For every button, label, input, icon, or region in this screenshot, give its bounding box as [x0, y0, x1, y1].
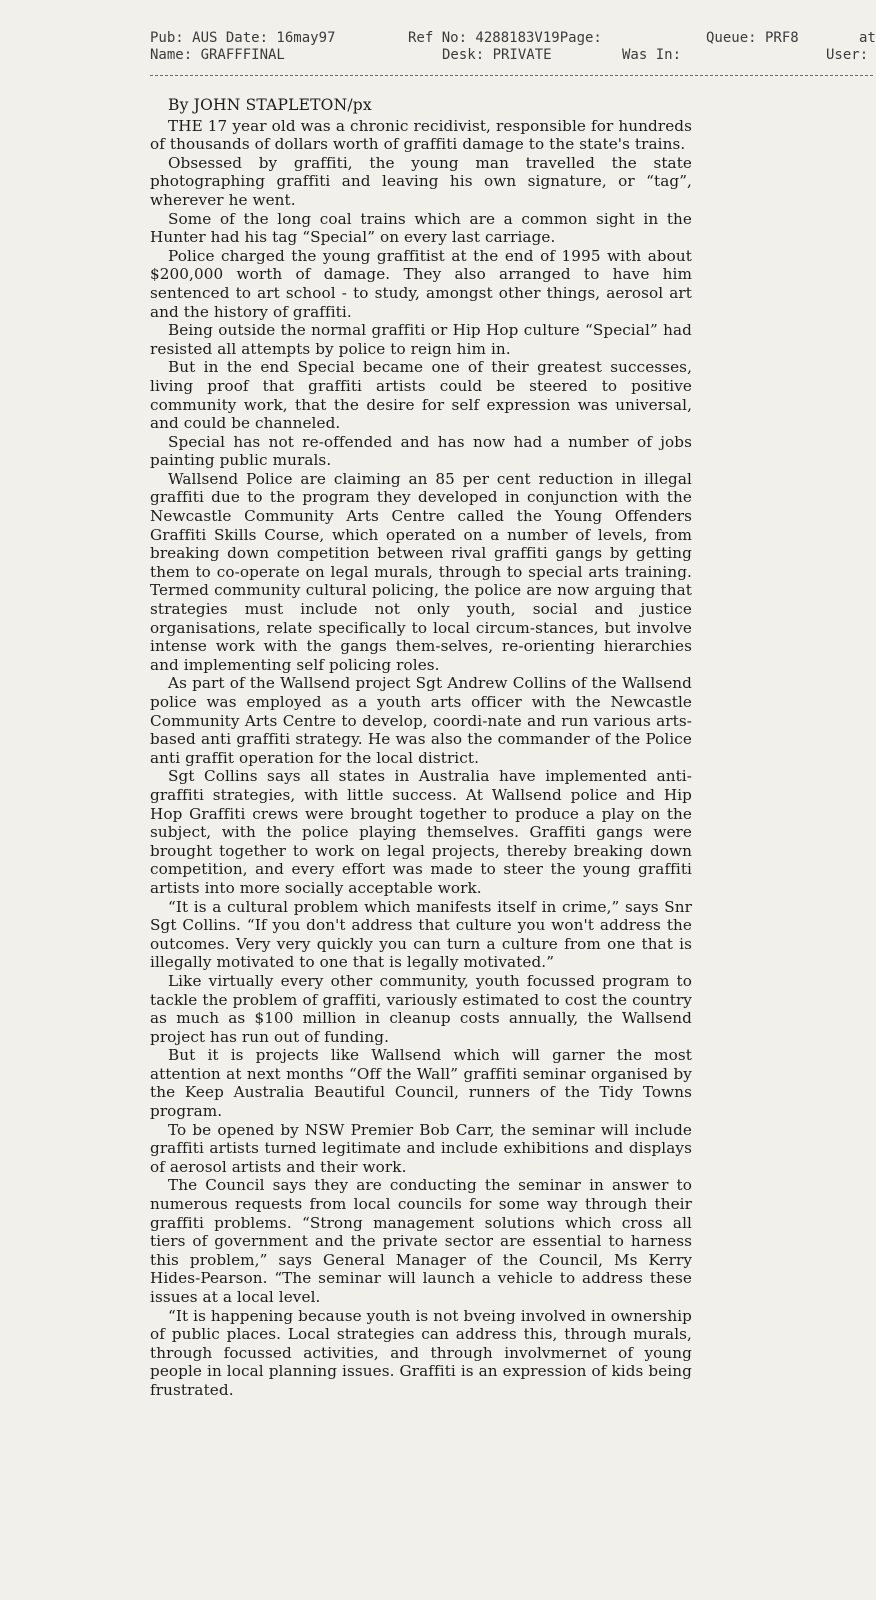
header-row-2: [150, 47, 873, 64]
header-row-1: [150, 30, 876, 47]
paragraph: “It is a cultural problem which manifests itself in crime,” says Snr Sgt Collins. “If you don't address that culture you won't address the outcomes. Very very quickly you can turn a culture from one that is illegally motivated to one that is legally motivated.”: [150, 897, 692, 972]
paragraph: Police charged the young graffitist at the end of 1995 with about $200,000 worth of damage. They also arranged to have him sentenced to art school - to study, amongst other things, aerosol art and the history of graffiti.: [150, 246, 692, 321]
article-body: [150, 96, 692, 1400]
paragraph: The Council says they are conducting the seminar in answer to numerous requests from local councils for some way through their graffiti problems. “Strong management solutions which cross all tiers of government and the private sector are essential to harness this problem,” says General Manager of the Council, Ms Kerry Hides-Pearson. “The seminar will launch a vehicle to address these issues at a local level.: [150, 1176, 692, 1306]
paragraph: To be opened by NSW Premier Bob Carr, the seminar will include graffiti artists turned legitimate and include exhibitions and displays of aerosol artists and their work.: [150, 1120, 692, 1176]
paragraph: As part of the Wallsend project Sgt Andrew Collins of the Wallsend police was employed as a youth arts officer with the Newcastle Community Arts Centre to develop, coordi-nate and run various arts-based anti graffiti strategy. He was also the commander of the Police anti graffit operation for the local district.: [150, 674, 692, 767]
story-name: Name: GRAFFFINAL: [150, 47, 285, 63]
queue-at: at: [859, 30, 876, 46]
was-in: Was In:: [622, 47, 682, 63]
paragraph: But in the end Special became one of their greatest successes, living proof that graffiti artists could be steered to positive community work, that the desire for self expression was universal, and could be channeled.: [150, 358, 692, 433]
queue: Queue: PRF8: [706, 30, 799, 46]
paragraph: Like virtually every other community, youth focussed program to tackle the problem of graffiti, variously estimated to cost the country as much as $100 million in cleanup costs annually, the Wallsend project has run out of funding.: [150, 971, 692, 1046]
paragraph: Some of the long coal trains which are a common sight in the Hunter had his tag “Special” on every last carriage.: [150, 209, 692, 247]
user: User:: [826, 47, 869, 63]
paragraph: Sgt Collins says all states in Australia have implemented anti-graffiti strategies, with little success. At Wallsend police and Hip Hop Graffiti crews were brought together to produce a play on the subject, with the police playing themselves. Graffiti gangs were brought together to work on legal projects, thereby breaking down competition, and every effort was made to steer the young graffiti artists into more socially acceptable work.: [150, 767, 692, 897]
paragraph: Being outside the normal graffiti or Hip Hop culture “Special” had resisted all attempts by police to reign him in.: [150, 321, 692, 358]
byline: By JOHN STAPLETON/px: [168, 96, 372, 114]
paragraph: Special has not re-offended and has now had a number of jobs painting public murals.: [150, 432, 692, 470]
paragraph: Obsessed by graffiti, the young man travelled the state photographing graffiti and leaving his own signature, or “tag”, wherever he went.: [150, 153, 692, 209]
desk: Desk: PRIVATE: [442, 47, 552, 63]
paragraph: Wallsend Police are claiming an 85 per cent reduction in illegal graffiti due to the program they developed in conjunction with the Newcastle Community Arts Centre called the Young Offenders Graffiti Skills Course, which operated on a number of levels, from breaking down competition between rival graffiti gangs by getting them to co-operate on legal murals, through to special arts training. Termed community cultural policing, the police are now arguing that strategies must include not only youth, social and justice organisations, relate specifically to local circum-stances, but involve intense work with the gangs them-selves, re-orienting hierarchies and implementing self policing roles.: [150, 469, 692, 674]
paragraph: THE 17 year old was a chronic recidivist, responsible for hundreds of thousands of dollars worth of graffiti damage to the state's trains.: [150, 116, 692, 154]
paragraph: But it is projects like Wallsend which will garner the most attention at next months “Off the Wall” graffiti seminar organised by the Keep Australia Beautiful Council, runners of the Tidy Towns program.: [150, 1046, 692, 1121]
ref-number: Ref No: 4288183V19Page:: [408, 30, 602, 46]
header-divider: [150, 75, 873, 76]
paragraph: “It is happening because youth is not bveing involved in ownership of public places. Local strategies can address this, through murals, through focussed activities, and through involvmernet of young people in local planning issues. Graffiti is an expression of kids being frustrated.: [150, 1306, 692, 1399]
pub-date: Pub: AUS Date: 16may97: [150, 30, 336, 46]
wire-header: [150, 30, 876, 64]
